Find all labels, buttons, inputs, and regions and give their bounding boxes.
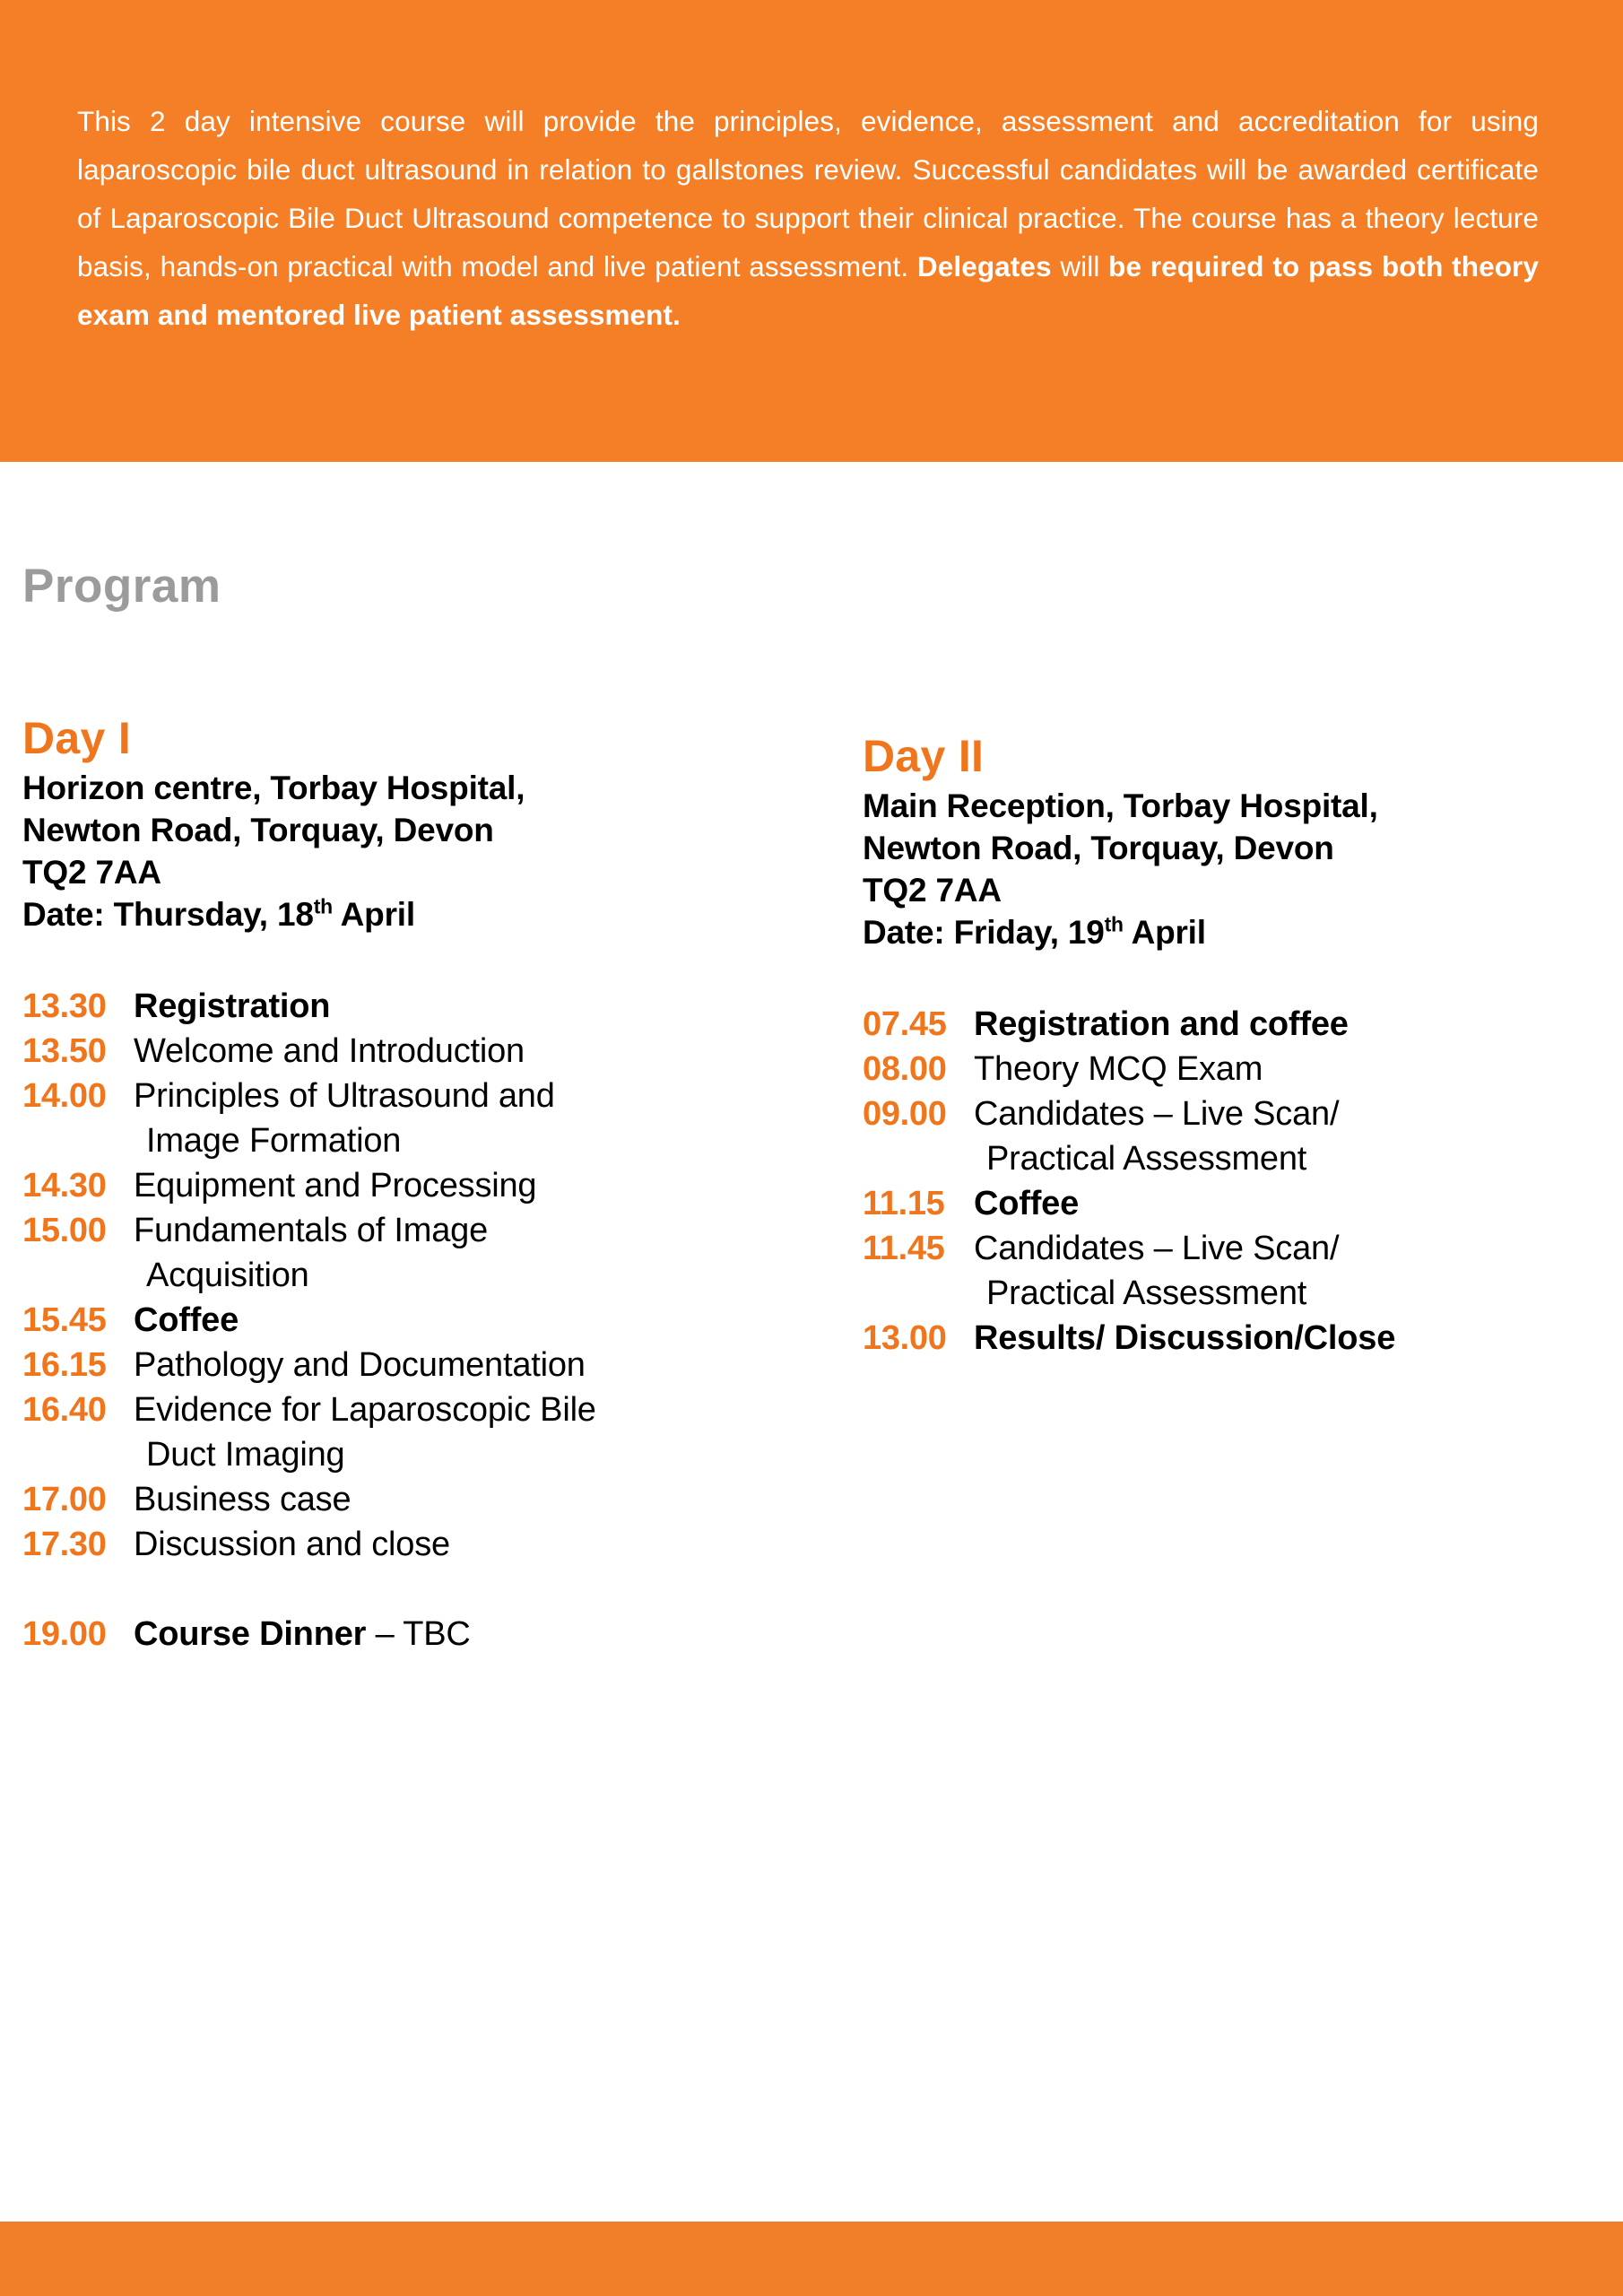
schedule-title-text: Registration	[134, 987, 331, 1025]
schedule-title	[134, 1074, 555, 1163]
schedule-row	[863, 1002, 1607, 1047]
schedule-title	[974, 1091, 1339, 1181]
date-suffix: April	[332, 896, 415, 933]
schedule-title-text: Results/ Discussion/Close	[974, 1319, 1396, 1357]
schedule-title	[974, 1226, 1339, 1316]
day-column-1	[22, 713, 829, 1657]
schedule-title-text: Coffee	[134, 1301, 239, 1339]
schedule-title	[134, 1477, 351, 1522]
schedule-time: 16.15	[22, 1346, 107, 1384]
schedule-row	[22, 1208, 829, 1298]
schedule-list-day-2	[863, 1002, 1607, 1361]
description-text-bold1: Delegates	[916, 250, 1061, 283]
date-ordinal-suffix: th	[313, 894, 333, 918]
day-venue-block	[863, 785, 1607, 953]
schedule-row	[863, 1181, 1607, 1226]
schedule-row	[863, 1226, 1607, 1316]
day-title: Day II	[863, 731, 985, 781]
schedule-title	[134, 1522, 450, 1567]
day-title: Day I	[22, 713, 132, 763]
program-heading: Program	[22, 560, 221, 613]
schedule-time: 19.00	[22, 1615, 107, 1653]
schedule-title	[134, 1029, 525, 1074]
day-column-2	[863, 731, 1607, 1361]
schedule-row	[863, 1047, 1607, 1091]
schedule-title	[974, 1047, 1263, 1091]
description-text-bold2: be required to pass both theory exam and mentored live patient assessment.	[77, 250, 1540, 331]
schedule-title-text: Candidates – Live Scan/	[974, 1095, 1340, 1133]
schedule-title	[134, 1163, 536, 1208]
schedule-time: 11.45	[863, 1230, 945, 1267]
day-date-line	[863, 911, 1607, 953]
schedule-title	[974, 1181, 1079, 1226]
schedule-title-continuation: Practical Assessment	[986, 1140, 1307, 1178]
schedule-title	[974, 1316, 1395, 1361]
schedule-title-text: Principles of Ultrasound and	[134, 1077, 555, 1115]
schedule-title-text: Evidence for Laparoscopic Bile	[134, 1391, 596, 1429]
schedule-title	[134, 984, 330, 1029]
schedule-time: 09.00	[863, 1095, 947, 1133]
schedule-title-text: Registration and coffee	[974, 1005, 1349, 1043]
schedule-time: 17.30	[22, 1526, 107, 1563]
description-text-part1: This 2 day intensive course will provide the principles, evidence, assessment and accreditation for using laparoscopic bile duct ultrasound in relation to gallstones review. Successful candidates will be awarded certificate of Laparoscopic Bile Duct Ultrasound competence to support their clinical practice. The course has a theory lecture basis, hands-on practical with model and live patient assessment.	[77, 105, 1539, 283]
description-text-part2: will	[1060, 250, 1109, 283]
schedule-time: 17.00	[22, 1481, 107, 1518]
schedule-title	[974, 1002, 1349, 1047]
venue-line: TQ2 7AA	[863, 872, 1002, 909]
schedule-row	[22, 1163, 829, 1208]
schedule-row	[22, 1029, 829, 1074]
schedule-title-text: Theory MCQ Exam	[974, 1050, 1263, 1088]
schedule-title	[134, 1387, 596, 1477]
venue-line: Newton Road, Torquay, Devon	[863, 830, 1334, 866]
venue-line: Horizon centre, Torbay Hospital,	[22, 770, 525, 806]
schedule-title-text: Equipment and Processing	[134, 1167, 537, 1205]
schedule-title-text: Fundamentals of Image	[134, 1212, 489, 1249]
schedule-title	[134, 1298, 239, 1343]
date-suffix: April	[1123, 914, 1206, 951]
schedule-title-text: Business case	[134, 1481, 352, 1518]
schedule-title-continuation: Acquisition	[146, 1257, 309, 1294]
schedule-title-continuation: Duct Imaging	[146, 1436, 345, 1474]
venue-line: Newton Road, Torquay, Devon	[22, 812, 494, 848]
schedule-row	[22, 1074, 829, 1163]
venue-line: Main Reception, Torbay Hospital,	[863, 787, 1378, 824]
schedule-title-continuation: Practical Assessment	[986, 1274, 1307, 1312]
date-ordinal-suffix: th	[1104, 912, 1124, 936]
schedule-time: 14.30	[22, 1167, 107, 1205]
schedule-title-text: Course Dinner	[134, 1615, 367, 1653]
schedule-title-tail: – TBC	[366, 1615, 471, 1653]
schedule-row	[863, 1091, 1607, 1181]
date-prefix: Date: Friday, 19	[863, 914, 1105, 951]
date-prefix: Date: Thursday, 18	[22, 896, 314, 933]
schedule-title-continuation: Image Formation	[146, 1122, 402, 1160]
schedule-title	[134, 1343, 586, 1387]
schedule-row	[22, 1387, 829, 1477]
schedule-time: 11.15	[863, 1185, 945, 1222]
schedule-row	[22, 1298, 829, 1343]
schedule-title	[134, 1208, 488, 1298]
schedule-title	[134, 1612, 471, 1657]
schedule-time: 08.00	[863, 1050, 947, 1088]
schedule-time: 15.00	[22, 1212, 107, 1249]
schedule-row	[22, 1477, 829, 1522]
schedule-time: 15.45	[22, 1301, 107, 1339]
schedule-title-text: Welcome and Introduction	[134, 1032, 525, 1070]
schedule-title-text: Coffee	[974, 1185, 1080, 1222]
schedule-time: 14.00	[22, 1077, 107, 1115]
schedule-list-day-1	[22, 984, 829, 1657]
header-orange-band	[0, 0, 1623, 462]
schedule-title-text: Discussion and close	[134, 1526, 450, 1563]
day-venue-block	[22, 767, 829, 935]
schedule-row	[22, 1612, 829, 1657]
schedule-row	[22, 1522, 829, 1567]
schedule-time: 13.30	[22, 987, 107, 1025]
schedule-row	[863, 1316, 1607, 1361]
schedule-time: 07.45	[863, 1005, 947, 1043]
footer-orange-band	[0, 2222, 1623, 2296]
schedule-time: 13.50	[22, 1032, 107, 1070]
schedule-time: 16.40	[22, 1391, 107, 1429]
venue-line: TQ2 7AA	[22, 854, 161, 891]
course-description-paragraph	[77, 97, 1539, 339]
schedule-title-text: Pathology and Documentation	[134, 1346, 586, 1384]
schedule-title-text: Candidates – Live Scan/	[974, 1230, 1340, 1267]
schedule-time: 13.00	[863, 1319, 947, 1357]
day-date-line	[22, 893, 829, 935]
schedule-row	[22, 984, 829, 1029]
schedule-row	[22, 1343, 829, 1387]
